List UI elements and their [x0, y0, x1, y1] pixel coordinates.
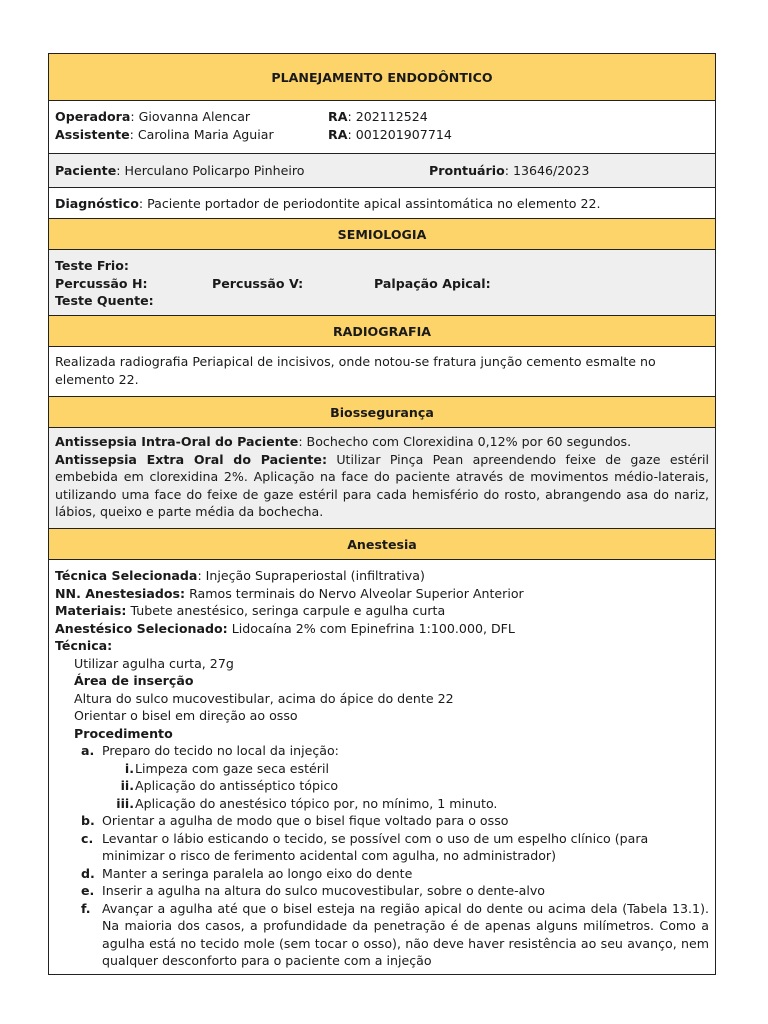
anestesia-header	[49, 529, 715, 560]
list-item	[55, 742, 709, 760]
list-marker: f.	[81, 900, 91, 916]
area-insercao-label: Área de inserção	[74, 673, 194, 688]
team-section	[49, 101, 715, 154]
list-item	[55, 812, 709, 830]
nn-anestesiados-value: Ramos terminais do Nervo Alveolar Superior Anterior	[185, 585, 524, 601]
antissepsia-extra	[55, 451, 709, 521]
anestesia-header-text: Anestesia	[347, 536, 417, 552]
assistente-line: Assistente: Carolina Maria Aguiar	[55, 126, 274, 142]
list-marker: c.	[81, 830, 94, 846]
materiais-value: Tubete anestésico, seringa carpule e agulha curta	[126, 603, 446, 618]
sub-list-item	[55, 760, 709, 778]
antissepsia-intra-label: Antissepsia Intra-Oral do Paciente	[55, 434, 299, 449]
paciente-value: Herculano Policarpo Pinheiro	[124, 163, 305, 178]
list-item-text: Preparo do tecido no local da injeção:	[102, 743, 339, 758]
anestesia-section	[49, 560, 715, 974]
radiografia-section	[49, 347, 715, 397]
percussao-v-label: Percussão V:	[212, 275, 304, 291]
teste-frio-label: Teste Frio:	[55, 258, 129, 273]
radiografia-header-text: RADIOGRAFIA	[332, 323, 432, 339]
list-item-text: Inserir a agulha na altura do sulco mucovestibular, sobre o dente-alvo	[102, 883, 545, 898]
tecnica-heading	[55, 637, 709, 655]
tecnica-label: Técnica:	[55, 638, 113, 653]
sub-list-item-text: Limpeza com gaze seca estéril	[135, 760, 329, 776]
sub-list-marker: iii.	[116, 795, 134, 811]
assistente-label: Assistente	[55, 126, 130, 142]
list-marker: a.	[81, 743, 95, 758]
biosseguranca-header	[49, 397, 715, 428]
operadora-value: Giovanna Alencar	[138, 109, 251, 124]
prontuario-label: Prontuário	[429, 163, 505, 178]
endodontic-plan-form	[48, 53, 716, 975]
tecnica-selecionada-label: Técnica Selecionada	[55, 568, 198, 583]
paciente-line: Paciente: Herculano Policarpo Pinheiro	[55, 163, 305, 178]
semiologia-header	[49, 219, 715, 250]
sub-list-marker: i.	[124, 760, 134, 776]
operadora-label: Operadora	[55, 109, 131, 124]
form-title-text: PLANEJAMENTO ENDODÔNTICO	[271, 69, 493, 85]
list-item-text: Orientar a agulha de modo que o bisel fique voltado para o osso	[102, 813, 509, 828]
antissepsia-extra-text: Utilizar Pinça Pean apreendendo feixe de gaze estéril embebida em clorexidina 2%. Aplicação na face do paciente através de movimentos médio-laterais, utilizando uma face do feixe de gaze estéril para cada hemisfério do rosto, abrangendo asa do nariz, lábios, queixo e parte média da bochecha.	[55, 451, 709, 519]
anestesico-selecionado	[55, 620, 709, 638]
diagnosis-text: Paciente portador de periodontite apical assintomática no elemento 22.	[147, 196, 601, 211]
antissepsia-intra	[55, 433, 709, 451]
materiais-label: Materiais:	[55, 603, 127, 618]
list-item-text: Avançar a agulha até que o bisel esteja na região apical do dente ou acima dela (Tabela 13.1). Na maioria dos casos, a profundidade da penetração é de apenas alguns milímetros. Como a agulha está no tecido mole (sem tocar o osso), não deve haver resistência ao seu avanço, nem qualquer desconforto para o paciente com a injeção	[102, 900, 709, 968]
prontuario-value: 13646/2023	[512, 163, 590, 178]
antissepsia-extra-label: Antissepsia Extra Oral do Paciente:	[55, 451, 327, 467]
sub-list-item	[55, 795, 709, 813]
sub-list-item-text: Aplicação do antisséptico tópico	[135, 778, 339, 793]
operadora-line: Operadora: Giovanna Alencar	[55, 109, 251, 124]
diagnosis-label: Diagnóstico	[55, 196, 139, 211]
sub-list-marker: ii.	[120, 778, 134, 793]
ra-assistente-label: RA	[328, 126, 348, 142]
list-item-text: Levantar o lábio esticando o tecido, se possível com o uso de um espelho clínico (para minimizar o risco de ferimento acidental com agulha, no administrador)	[102, 830, 649, 863]
procedimento-heading	[55, 725, 709, 743]
diagnosis-section	[49, 188, 715, 219]
procedimento-label: Procedimento	[74, 725, 173, 741]
ra-assistente-value: 001201907714	[355, 126, 452, 142]
radiografia-header	[49, 316, 715, 347]
prontuario-line: Prontuário: 13646/2023	[429, 163, 590, 178]
tecnica-selecionada	[55, 567, 709, 585]
materiais	[55, 602, 709, 620]
agulha-text: Utilizar agulha curta, 27g	[74, 655, 234, 671]
nn-anestesiados-label: NN. Anestesiados:	[55, 585, 186, 601]
list-marker: e.	[81, 883, 95, 898]
radiografia-text: Realizada radiografia Periapical de incisivos, onde notou-se fratura junção cemento esmalte no elemento 22.	[55, 354, 656, 387]
list-marker: d.	[81, 865, 95, 881]
semiologia-header-text: SEMIOLOGIA	[337, 226, 427, 242]
list-marker: b.	[81, 813, 95, 828]
sub-list-item	[55, 777, 709, 795]
teste-quente-label: Teste Quente:	[55, 293, 154, 308]
ra-operadora-label: RA	[328, 109, 348, 124]
area-insercao-heading	[55, 672, 709, 690]
sub-list-item-text: Aplicação do anestésico tópico por, no mínimo, 1 minuto.	[135, 795, 498, 811]
antissepsia-intra-text: : Bochecho com Clorexidina 0,12% por 60 segundos.	[298, 434, 632, 449]
tecnica-selecionada-value: : Injeção Supraperiostal (infiltrativa)	[197, 568, 425, 583]
biosseguranca-section	[49, 428, 715, 529]
list-item	[55, 882, 709, 900]
list-item-text: Manter a seringa paralela ao longo eixo do dente	[102, 865, 413, 881]
area-insercao-text-1: Altura do sulco mucovestibular, acima do ápice do dente 22	[74, 690, 454, 706]
ra-operadora-value: 202112524	[355, 109, 428, 124]
paciente-label: Paciente	[55, 163, 117, 178]
percussao-h-label: Percussão H:	[55, 275, 148, 291]
semiologia-section	[49, 250, 715, 316]
ra-operadora-line: RA: 202112524	[328, 109, 428, 124]
biosseguranca-header-text: Biossegurança	[330, 404, 434, 420]
anestesico-selecionado-value: Lidocaína 2% com Epinefrina 1:100.000, DFL	[227, 620, 515, 636]
list-item	[55, 900, 709, 970]
patient-section	[49, 154, 715, 188]
ra-assistente-line: RA: 001201907714	[328, 126, 452, 142]
form-title	[49, 54, 715, 101]
ra-column	[328, 108, 452, 143]
list-item	[55, 865, 709, 883]
anestesico-selecionado-label: Anestésico Selecionado:	[55, 620, 228, 636]
diagnosis-line: Diagnóstico: Paciente portador de periodontite apical assintomática no elemento 22.	[55, 196, 601, 211]
assistente-value: Carolina Maria Aguiar	[137, 126, 274, 142]
nn-anestesiados	[55, 585, 709, 603]
list-item	[55, 830, 709, 865]
palpacao-apical-label: Palpação Apical:	[374, 275, 491, 291]
area-insercao-text-2: Orientar o bisel em direção ao osso	[74, 708, 298, 723]
